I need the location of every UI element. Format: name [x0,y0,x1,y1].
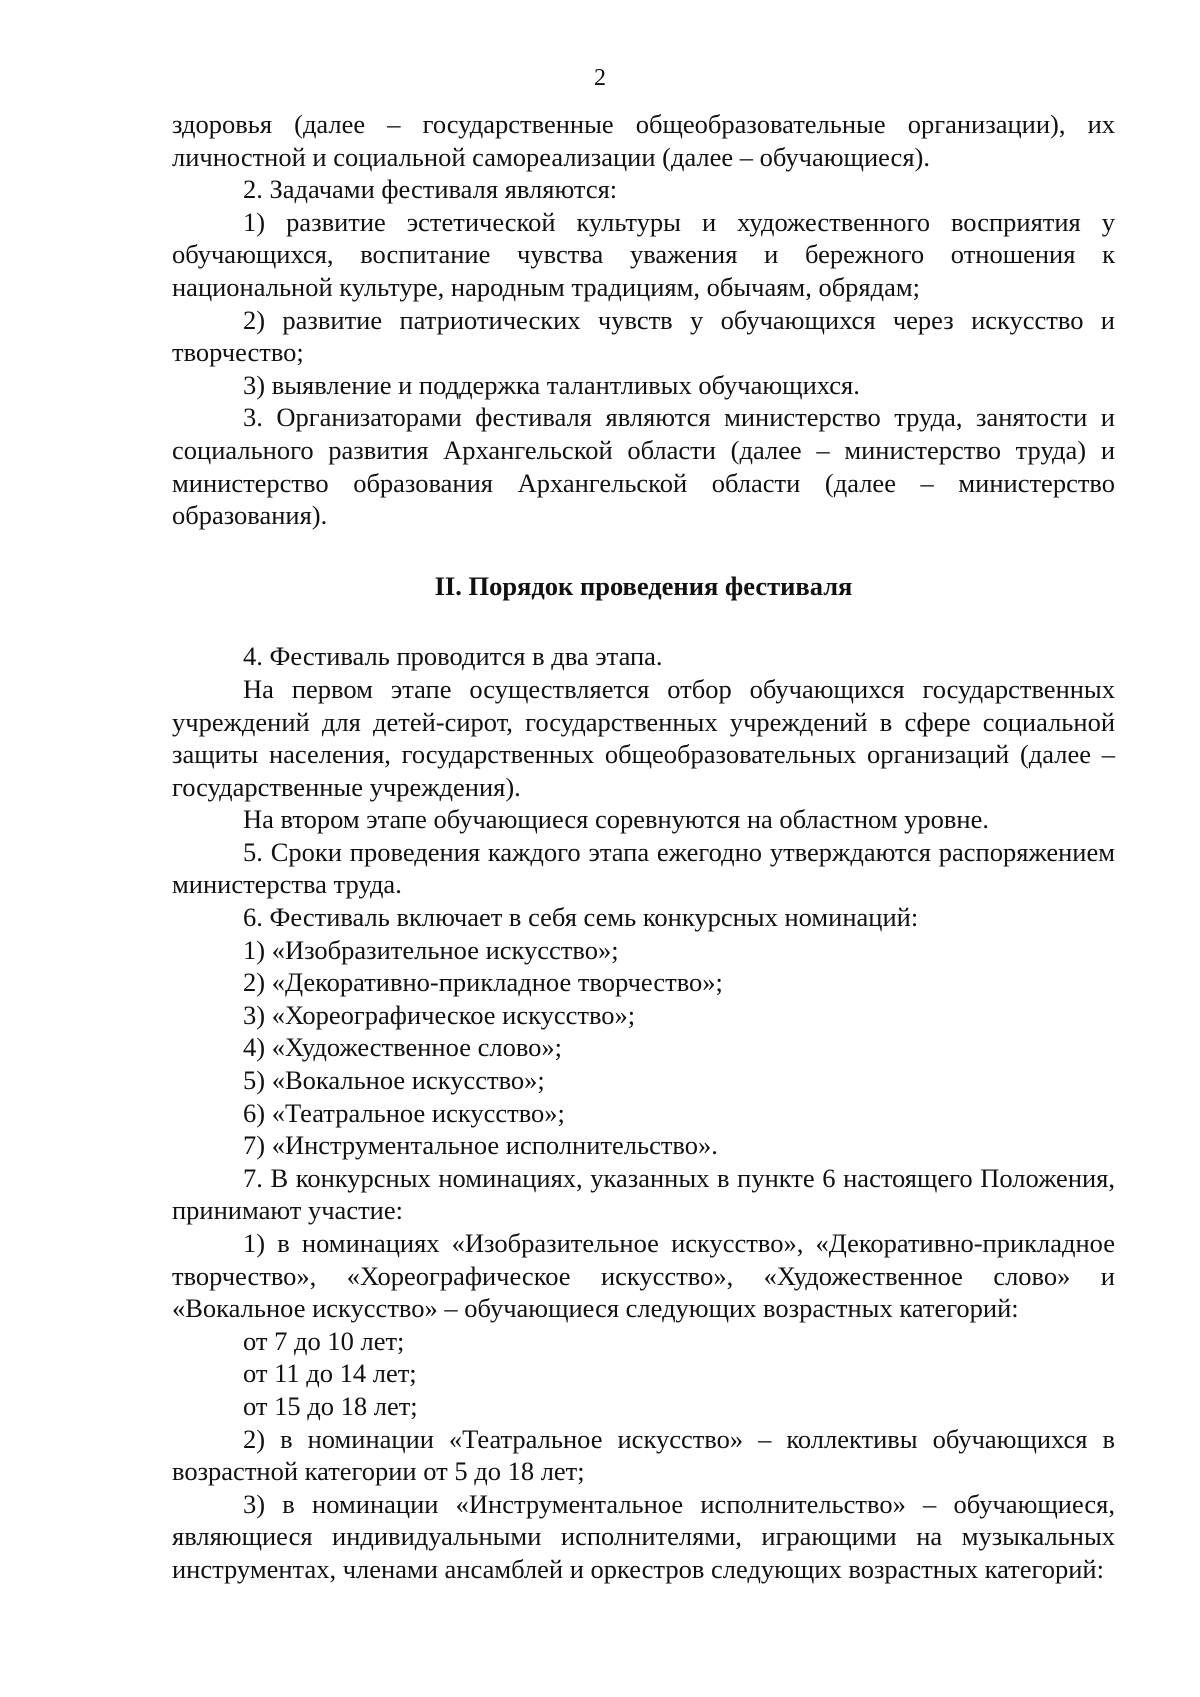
paragraph: 2) «Декоративно-прикладное творчество»; [243,967,723,998]
paragraph: 7. В конкурсных номинациях, указанных в пункте 6 настоящего Положения, принимают участие: [172,1162,1115,1226]
paragraph: 1) «Изобразительное искусство»; [243,934,619,965]
document-body [172,108,1115,1586]
paragraph: 5) «Вокальное искусство»; [243,1065,545,1096]
paragraph: от 7 до 10 лет; [243,1325,405,1356]
paragraph: 3) «Хореографическое искусство»; [243,999,636,1030]
page-number: 2 [594,65,606,91]
paragraph: 1) в номинациях «Изобразительное искусство», «Декоративно-прикладное творчество», «Хореографическое искусство», «Художественное слово» и «Вокальное искусство» – обучающиеся следующих возрастных категорий: [172,1228,1115,1324]
paragraph: 4. Фестиваль проводится в два этапа. [243,641,663,672]
paragraph: 2) развитие патриотических чувств у обучающихся через искусство и творчество; [172,304,1115,368]
paragraph: 7) «Инструментальное исполнительство». [243,1130,718,1161]
paragraph: На первом этапе осуществляется отбор обучающихся государственных учреждений для детей-сирот, государственных учреждений в сфере социальной защиты населения, государственных общеобразовательных организаций (далее – государственные учреждения). [172,673,1115,802]
paragraph: 1) развитие эстетической культуры и художественного восприятия у обучающихся, воспитание чувства уважения и бережного отношения к национальной культуре, народным традициям, обычаям, обрядам; [172,206,1115,302]
paragraph: 5. Сроки проведения каждого этапа ежегодно утверждаются распоряжением министерства труда. [172,836,1115,900]
paragraph: 6) «Театральное искусство»; [243,1097,565,1128]
intro-paragraphs [172,108,1115,532]
section-paragraphs [172,640,1115,1585]
paragraph: 3. Организаторами фестиваля являются министерство труда, занятости и социального развития Архангельской области (далее – министерство труда) и министерство образования Архангельской области (далее – министерство образования). [172,402,1115,531]
paragraph: 3) выявление и поддержка талантливых обучающихся. [243,369,860,400]
paragraph: На втором этапе обучающиеся соревнуются на областном уровне. [243,804,989,835]
section-heading: II. Порядок проведения фестиваля [434,570,853,601]
paragraph: 6. Фестиваль включает в себя семь конкурсных номинаций: [243,902,919,933]
paragraph: 4) «Художественное слово»; [243,1032,563,1063]
paragraph: от 15 до 18 лет; [243,1390,418,1421]
paragraph: здоровья (далее – государственные общеобразовательные организации), их личностной и социальной самореализации (далее – обучающиеся). [172,109,1115,172]
paragraph: 2. Задачами фестиваля являются: [243,174,618,205]
paragraph: от 11 до 14 лет; [243,1358,417,1389]
paragraph: 2) в номинации «Театральное искусство» – коллективы обучающихся в возрастной категории от 5 до 18 лет; [172,1423,1115,1487]
paragraph: 3) в номинации «Инструментальное исполнительство» – обучающиеся, являющиеся индивидуальными исполнителями, играющими на музыкальных инструментах, членами ансамблей и оркестров следующих возрастных категорий: [172,1488,1115,1584]
